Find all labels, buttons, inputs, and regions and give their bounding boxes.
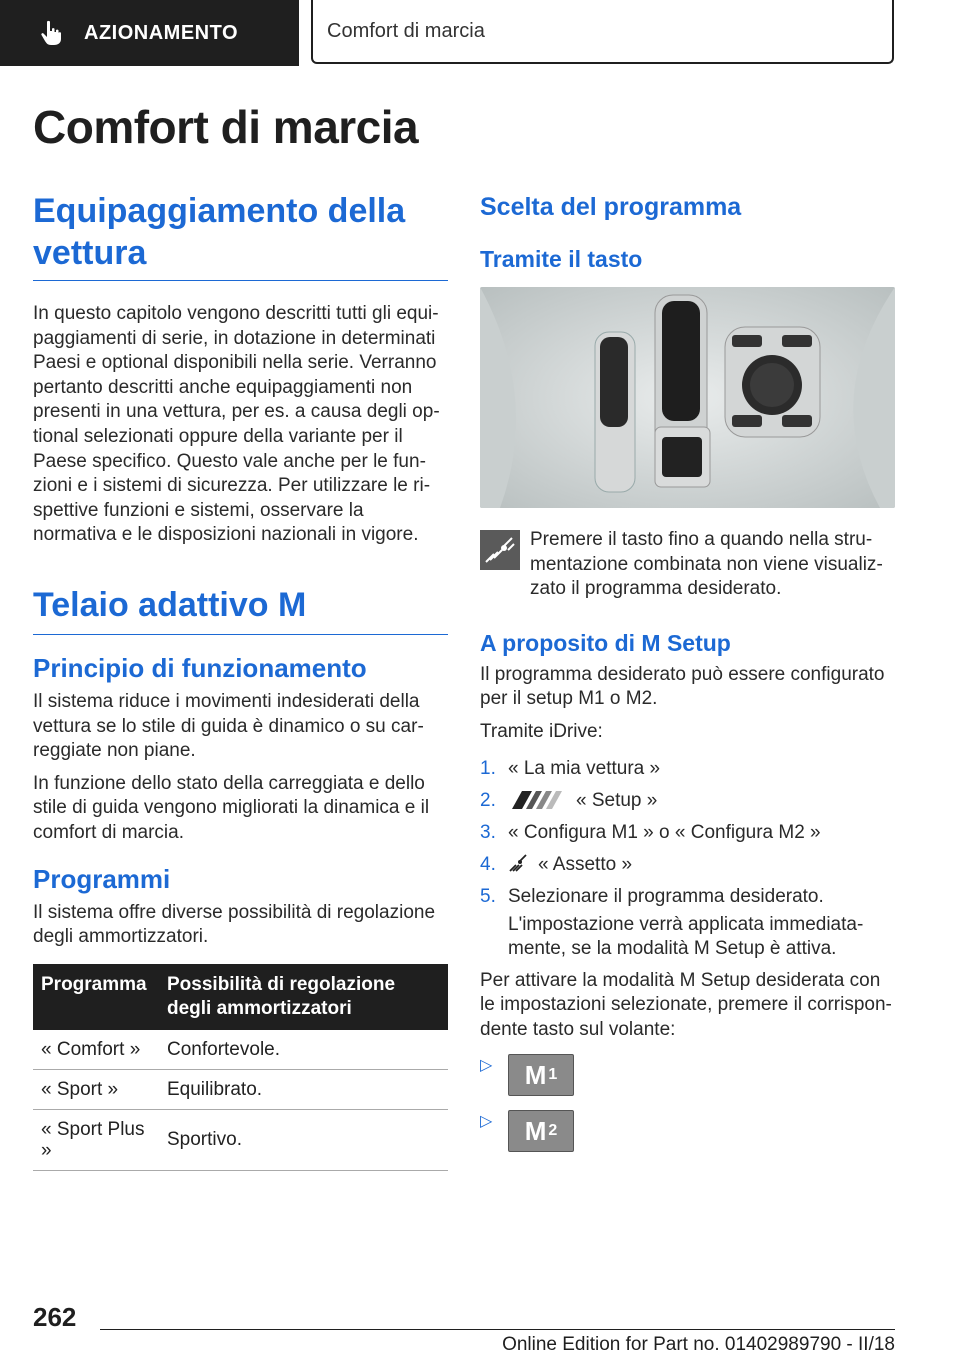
triangle-bullet-icon: ▷ (480, 1057, 493, 1075)
step-text: Selezionare il programma desiderato. (508, 885, 824, 907)
list-item (480, 885, 895, 909)
steering-buttons (480, 1054, 895, 1152)
programmi-heading: Programmi (33, 863, 171, 894)
tasto-heading: Tramite il tasto (480, 246, 643, 272)
scelta-heading: Scelta del programma (480, 193, 742, 221)
m1-button-icon (508, 1054, 574, 1096)
damper-setup-icon (480, 530, 520, 570)
activate-text: Per attivare la modalità M Setup desiderata con le impostazioni selezionate, premere il corrispondente tasto sul volante: (480, 969, 892, 1040)
center-console-photo (480, 287, 895, 508)
m1-number: 1 (548, 1066, 558, 1084)
principio-p2: In funzione dello stato della carreggiata e dello stile di guida vengono migliorati la dinamica e il comfort di marcia. (33, 772, 430, 843)
step-number: 1. (480, 757, 496, 779)
step-text: « La mia vettura » (508, 757, 661, 779)
step-number: 2. (480, 789, 496, 811)
page-title: Comfort di marcia (33, 101, 419, 153)
msetup-heading: A proposito di M Setup (480, 629, 731, 656)
step5-subtext: L'impostazione verrà applicata immediatamente, se la modalità M Setup è attiva. (508, 913, 864, 959)
table-cell: « Sport Plus » (33, 1109, 159, 1170)
triangle-bullet-icon: ▷ (480, 1113, 493, 1131)
step-number: 3. (480, 821, 496, 843)
list-item (480, 821, 895, 845)
step-number: 4. (480, 853, 496, 875)
console-illustration (480, 287, 895, 508)
equip-heading: Equipaggiamento della vettura (33, 190, 448, 281)
programs-table (33, 964, 448, 1171)
m2-number: 2 (548, 1122, 558, 1140)
list-item (480, 853, 895, 877)
left-column (33, 190, 448, 1171)
tasto-block (480, 528, 895, 602)
table-cell: Equilibrato. (159, 1069, 448, 1109)
m2-button-icon (508, 1110, 574, 1152)
m-stripes-icon (508, 789, 566, 811)
damper-icon (508, 853, 528, 873)
hand-pointer-icon (40, 20, 62, 46)
table-row (33, 1069, 448, 1109)
m1-letter: M (524, 1059, 547, 1090)
bullet-m2 (480, 1110, 895, 1152)
step-text: « Assetto » (538, 853, 633, 875)
section-label: AZIONAMENTO (84, 21, 239, 44)
tasto-text: Premere il tasto fino a quando nella strumentazione combinata non viene visualizzato il programma desiderato. (530, 529, 883, 600)
m2-letter: M (524, 1115, 547, 1146)
bullet-m1 (480, 1054, 895, 1096)
equip-text: In questo capitolo vengono descritti tutti gli equipaggiamenti di serie, in dotazione in determinati Paesi e optional disponibili nella serie. Verranno pertanto descritti anche equipaggiamenti non presenti in una vettura, per es. a causa degli optional selezionati oppure della variante per il Paese specifico. Questo vale anche per le funzioni e i sistemi di sicurezza. Per utilizzare le rispettive funzioni e sistemi, osservare la normativa e le disposizioni nazionali in vigore. (33, 303, 440, 546)
msetup-text: Il programma desiderato può essere configurato per il setup M1 o M2. (480, 663, 885, 710)
table-header-row (33, 964, 448, 1030)
table-cell: « Comfort » (33, 1030, 159, 1070)
page-number: 262 (33, 1302, 77, 1332)
list-item (480, 789, 895, 813)
programmi-text: Il sistema offre diverse possibilità di regolazione degli ammortizzatori. (33, 901, 436, 948)
step-text: « Setup » (576, 789, 658, 811)
edition-note: Online Edition for Part no. 01402989790 - II/18 (502, 1334, 895, 1355)
chapter-label: Comfort di marcia (327, 19, 485, 42)
idrive-steps (480, 757, 895, 909)
table-cell: Confortevole. (159, 1030, 448, 1070)
table-header: Programma (33, 964, 159, 1030)
table-header: Possibilità di regolazione degli ammortizzatori (159, 964, 448, 1030)
footer-divider (100, 1329, 895, 1330)
chapter-tab (311, 0, 894, 64)
table-row (33, 1109, 448, 1170)
telaio-heading: Telaio adattivo M (33, 584, 448, 635)
table-cell: « Sport » (33, 1069, 159, 1109)
page-header (0, 0, 960, 66)
principio-heading: Principio di funzionamento (33, 652, 367, 683)
principio-p1: Il sistema riduce i movimenti indesiderati della vettura se lo stile di guida è dinamico o su carreggiate non piane. (33, 690, 424, 762)
step-number: 5. (480, 885, 496, 907)
list-item (480, 757, 895, 781)
idrive-label: Tramite iDrive: (480, 720, 603, 742)
section-tab (0, 0, 299, 66)
step-text: « Configura M1 » o « Configura M2 » (508, 821, 821, 843)
table-row (33, 1030, 448, 1070)
table-cell: Sportivo. (159, 1109, 448, 1170)
right-column (480, 193, 895, 1166)
